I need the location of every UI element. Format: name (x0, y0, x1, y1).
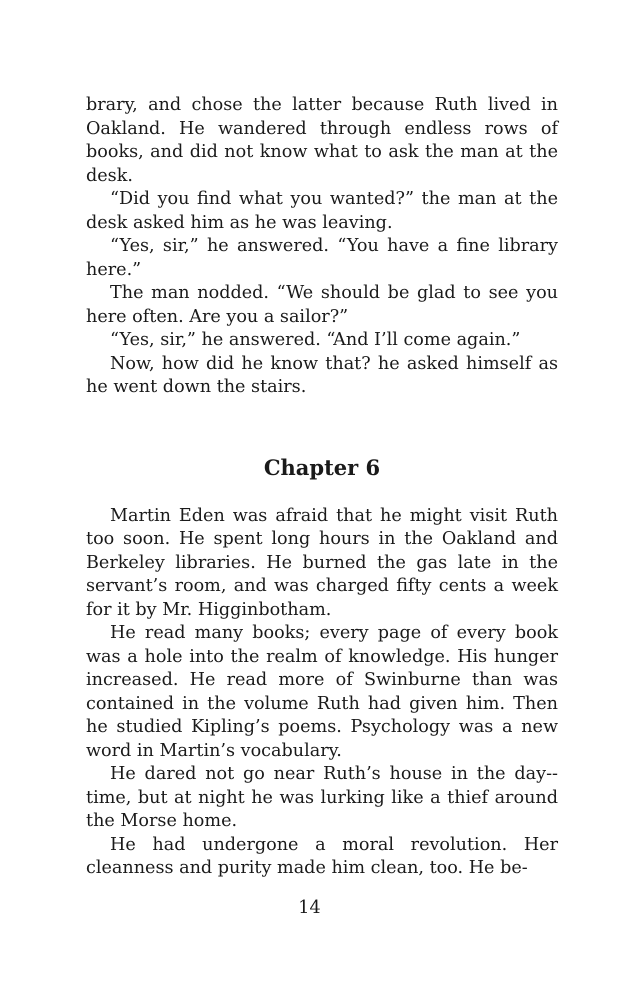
paragraph-dialogue: “Yes, sir,” he answered. “And I’ll come again.” (110, 330, 521, 350)
page-number: 14 (298, 898, 321, 918)
paragraph-dialogue: “Yes, sir,” he answered. “You have a fine library here.” (86, 236, 558, 280)
book-page (86, 94, 558, 881)
paragraph-dialogue: The man nodded. “We should be glad to see you here often. Are you a sailor?” (86, 283, 558, 327)
chapter-paragraph: Martin Eden was afraid that he might visit Ruth too soon. He spent long hours in the Oakland and Berkeley libraries. He burned the gas late in the servant’s room, and was charged fifty cents a week for it by Mr. Higginbotham. (86, 505, 558, 620)
chapter-paragraph: He had undergone a moral revolution. Her cleanness and purity made him clean, too. He be- (86, 834, 558, 878)
chapter-title: Chapter 6 (263, 454, 381, 480)
chapter-paragraph: He read many books; every page of every book was a hole into the realm of knowledge. His hunger increased. He read more of Swinburne than was contained in the volume Ruth had given him. Then he studied Kipling’s poems. Psychology was a new word in Martin’s vocabulary. (86, 623, 558, 761)
paragraph: Now, how did he know that? he asked himself as he went down the stairs. (86, 353, 558, 397)
paragraph-dialogue: “Did you find what you wanted?” the man at the desk asked him as he was leaving. (86, 189, 558, 233)
paragraph-continued: brary, and chose the latter because Ruth lived in Oakland. He wandered through endless rows of books, and did not know what to ask the man at the desk. (86, 95, 558, 186)
chapter-paragraph: He dared not go near Ruth’s house in the day-time, but at night he was lurking like a thief around the Morse home. (86, 764, 558, 831)
